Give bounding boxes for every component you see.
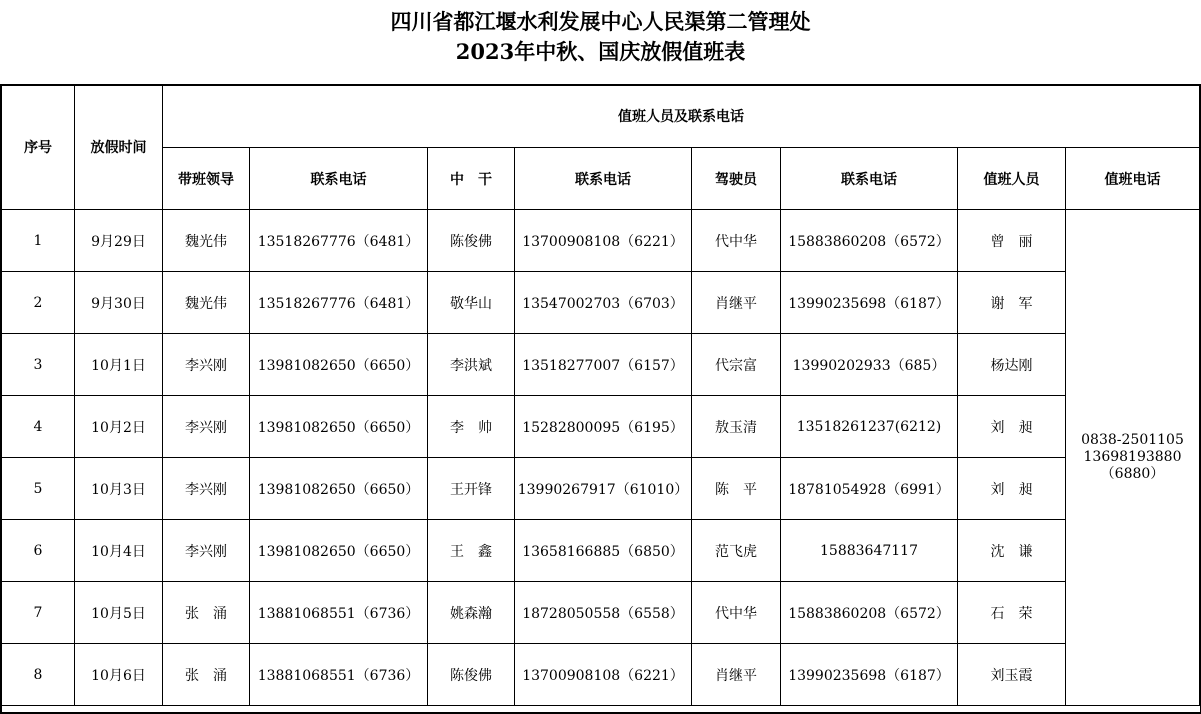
cell-driver-phone: 18781054928（6991） — [781, 458, 958, 520]
cell-cadre-phone: 13658166885（6850） — [515, 520, 692, 582]
cell-driver-phone: 13518261237(6212) — [781, 396, 958, 458]
header-date: 放假时间 — [75, 85, 163, 210]
cell-date: 10月5日 — [75, 582, 163, 644]
cell-leader-phone: 13881068551（6736） — [250, 644, 428, 706]
cell-leader: 李兴刚 — [163, 520, 250, 582]
cell-cadre-phone: 15282800095（6195） — [515, 396, 692, 458]
cell-date: 9月30日 — [75, 272, 163, 334]
table-row — [2, 582, 1200, 644]
cell-driver-phone: 13990235698（6187） — [781, 272, 958, 334]
cell-date: 10月3日 — [75, 458, 163, 520]
cell-leader: 李兴刚 — [163, 396, 250, 458]
cell-cadre: 陈俊佛 — [428, 210, 515, 272]
cell-driver: 范飞虎 — [692, 520, 781, 582]
cell-staff: 杨达刚 — [958, 334, 1066, 396]
cell-seq: 1 — [2, 210, 75, 272]
duty-phone-cell — [1066, 210, 1200, 706]
cell-cadre-phone: 13518277007（6157） — [515, 334, 692, 396]
cell-driver-phone: 15883860208（6572） — [781, 210, 958, 272]
cell-driver: 代宗富 — [692, 334, 781, 396]
document-subtitle: 2023年中秋、国庆放假值班表 — [455, 39, 746, 64]
table-row — [2, 520, 1200, 582]
table-row — [2, 210, 1200, 272]
cell-cadre: 姚森瀚 — [428, 582, 515, 644]
header-leader: 带班领导 — [163, 148, 250, 210]
cell-cadre: 李洪斌 — [428, 334, 515, 396]
cell-seq: 7 — [2, 582, 75, 644]
cell-leader: 张 涌 — [163, 582, 250, 644]
cell-driver-phone: 15883860208（6572） — [781, 582, 958, 644]
document-title: 四川省都江堰水利发展中心人民渠第二管理处 — [390, 9, 811, 34]
cell-seq: 6 — [2, 520, 75, 582]
cell-date: 10月4日 — [75, 520, 163, 582]
duty-phone-line2: 13698193880 — [1083, 449, 1182, 465]
cell-driver: 代中华 — [692, 582, 781, 644]
cell-seq: 3 — [2, 334, 75, 396]
cell-driver: 肖继平 — [692, 644, 781, 706]
cell-driver-phone: 15883647117 — [781, 520, 958, 582]
cell-staff: 刘玉霞 — [958, 644, 1066, 706]
cell-leader-phone: 13981082650（6650） — [250, 520, 428, 582]
cell-seq: 4 — [2, 396, 75, 458]
cell-leader-phone: 13518267776（6481） — [250, 210, 428, 272]
cell-cadre: 王开锋 — [428, 458, 515, 520]
header-leader-phone: 联系电话 — [250, 148, 428, 210]
table-row — [2, 272, 1200, 334]
cell-cadre: 李 帅 — [428, 396, 515, 458]
duty-phone-line1: 0838-2501105 — [1081, 432, 1184, 448]
table-row — [2, 334, 1200, 396]
duty-schedule-table — [1, 84, 1200, 706]
header-cadre: 中 干 — [428, 148, 515, 210]
header-row-sub — [2, 148, 1200, 210]
cell-driver-phone: 13990202933（685） — [781, 334, 958, 396]
cell-leader: 李兴刚 — [163, 458, 250, 520]
header-staff: 值班人员 — [958, 148, 1066, 210]
table-row — [2, 458, 1200, 520]
header-driver: 驾驶员 — [692, 148, 781, 210]
cell-leader-phone: 13881068551（6736） — [250, 582, 428, 644]
cell-cadre: 王 鑫 — [428, 520, 515, 582]
cell-staff: 谢 军 — [958, 272, 1066, 334]
cell-cadre-phone: 13990267917（61010） — [515, 458, 692, 520]
cell-seq: 8 — [2, 644, 75, 706]
cell-leader-phone: 13518267776（6481） — [250, 272, 428, 334]
table-row — [2, 396, 1200, 458]
header-seq: 序号 — [2, 85, 75, 210]
cell-driver: 肖继平 — [692, 272, 781, 334]
header-duty-phone: 值班电话 — [1066, 148, 1200, 210]
cell-date: 10月1日 — [75, 334, 163, 396]
cell-driver: 敖玉清 — [692, 396, 781, 458]
cell-seq: 5 — [2, 458, 75, 520]
cell-cadre-phone: 13547002703（6703） — [515, 272, 692, 334]
cell-leader-phone: 13981082650（6650） — [250, 334, 428, 396]
cell-cadre-phone: 13700908108（6221） — [515, 210, 692, 272]
duty-phone-line3: （6880） — [1100, 466, 1165, 482]
cell-leader-phone: 13981082650（6650） — [250, 396, 428, 458]
header-row-top — [2, 85, 1200, 148]
cell-staff: 沈 谦 — [958, 520, 1066, 582]
cell-staff: 刘 昶 — [958, 396, 1066, 458]
cell-cadre-phone: 13700908108（6221） — [515, 644, 692, 706]
cell-leader: 魏光伟 — [163, 210, 250, 272]
header-driver-phone: 联系电话 — [781, 148, 958, 210]
header-group: 值班人员及联系电话 — [163, 85, 1200, 148]
cell-cadre-phone: 18728050558（6558） — [515, 582, 692, 644]
header-cadre-phone: 联系电话 — [515, 148, 692, 210]
cell-staff: 刘 昶 — [958, 458, 1066, 520]
cell-staff: 石 荣 — [958, 582, 1066, 644]
cell-driver-phone: 13990235698（6187） — [781, 644, 958, 706]
cell-driver: 代中华 — [692, 210, 781, 272]
cell-date: 10月6日 — [75, 644, 163, 706]
cell-driver: 陈 平 — [692, 458, 781, 520]
cell-leader: 李兴刚 — [163, 334, 250, 396]
cell-date: 10月2日 — [75, 396, 163, 458]
cell-seq: 2 — [2, 272, 75, 334]
cell-cadre: 陈俊佛 — [428, 644, 515, 706]
cell-leader: 魏光伟 — [163, 272, 250, 334]
cell-leader-phone: 13981082650（6650） — [250, 458, 428, 520]
cell-cadre: 敬华山 — [428, 272, 515, 334]
cell-date: 9月29日 — [75, 210, 163, 272]
cell-leader: 张 涌 — [163, 644, 250, 706]
cell-staff: 曾 丽 — [958, 210, 1066, 272]
table-row — [2, 644, 1200, 706]
